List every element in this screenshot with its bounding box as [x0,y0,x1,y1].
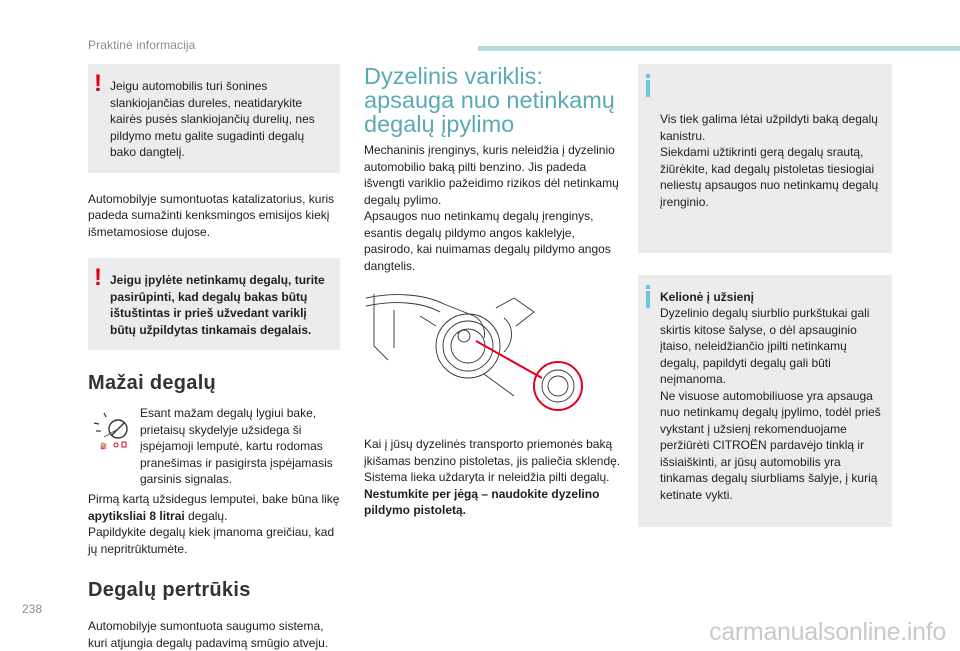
fuel-cutoff-heading: Degalų pertrūkis [88,579,251,601]
warning-text: Jeigu automobilis turi šonines slankiojančias dureles, neatidarykite kairės pusės slankiojančių durelių, nes pildymo metu galite sugadinti degalų bako dangtelį. [110,79,315,159]
info-icon [646,291,650,308]
catalyst-paragraph: Automobilyje sumontuotas katalizatorius, kuris padeda sumažinti kenksmingos emisijos kiekį išmetamosiose dujose. [88,191,335,239]
low-fuel-heading: Mažai degalų [88,372,217,394]
reserve-amount: apytiksliai 8 litrai [88,508,185,523]
info-box-canister [638,64,892,253]
warning-icon: ! [94,264,102,291]
fuel-cutoff-text: Automobilyje sumontuota saugumo sistema, kuri atjungia degalų padavimą smūgio atveju. [88,619,329,650]
fuel-filler-illustration [364,286,622,426]
misfuel-pistol-paragraph: Kai į jūsų dyzelinės transporto priemonės baką įkišamas benzino pistoletas, jis paliečia sklendę. Sistema lieka uždaryta ir neleidžia pilti degalų. [364,437,621,484]
watermark: carmanualsonline.info [709,618,946,646]
misfuel-advice: Nestumkite per jėgą – naudokite dyzelino pildymo pistoletą. [364,486,600,517]
low-fuel-text: Esant mažam degalų lygiui bake, prietaisų skydelyje užsidega ši įspėjamoji lemputė, kartu rodomas pranešimas ir pasigirsta įspėjamasis garsinis signalas. [140,406,333,486]
info-text: Dyzelinio degalų siurblio purkštukai gali skirtis kitose šalyse, o dėl apsauginio įtaiso, neleidžiančio įpilti netinkamų degalų, papildyti degalų gali būti neįmanoma. Ne visuose automobiliuose yra apsauga nuo netinkamų degalų įpylimo, todėl prieš vykstant į užsienį rekomenduojame peržiūrėti CITROËN pardavėjo tinklą ir išsiaiškinti, ar jūsų automobilis yra tinkamas degalų siurbliams šalyje, į kurią ketinate vykti. [660,306,881,502]
column-middle [364,64,622,519]
info-title: Kelionė į užsienį [660,289,755,304]
refuel-paragraph: Papildykite degalų kiek įmanoma greičiau, kad jų nepritrūktumėte. [88,525,335,556]
fuel-gauge-icon [90,407,134,451]
low-fuel-row [88,405,340,486]
info-text: Vis tiek galima lėtai užpildyti baką degalų kanistru. Siekdami užtikrinti gerą degalų srautą, žiūrėkite, kad degalų pistoletas tiesiogiai neliestų apsaugos nuo netinkamų degalų įrenginio. [660,112,879,209]
misfuel-title: Dyzelinis variklis: apsauga nuo netinkamų degalų įpylimo [364,63,615,137]
column-right [638,64,892,527]
info-icon [646,80,650,97]
warning-box-sliding-door [88,64,340,173]
low-fuel-reserve-paragraph [88,491,340,524]
header-label: Praktinė informacija [88,38,196,52]
misfuel-intro: Mechaninis įrenginys, kuris neleidžia į dyzelinio automobilio baką pilti benzino. Jis padeda išvengti variklio pažeidimo rizikos dėl netinkamų degalų pylimo. Apsaugos nuo netinkamų degalų įrenginys, esantis degalų pildymo angos kaklelyje, pasirodo, kai nuimamas degalų pildymo angos dangtelis. [364,143,619,273]
reserve-text-a: Pirmą kartą užsidegus lemputei, bake būna likę [88,492,340,506]
header-accent-bar [478,46,960,51]
page-number: 238 [22,602,43,616]
warning-icon: ! [94,70,102,97]
warning-text: Jeigu įpylėte netinkamų degalų, turite pasirūpinti, kad degalų bakas būtų ištuštintas ir prieš užvedant variklį būtų užpildytas tinkamais degalais. [110,273,325,337]
warning-box-wrong-fuel [88,258,340,350]
info-box-travel-abroad [638,275,892,528]
reserve-text-c: degalų. [184,508,228,523]
svg-text:⛽: ⛽ [100,443,108,450]
column-left [88,64,340,651]
